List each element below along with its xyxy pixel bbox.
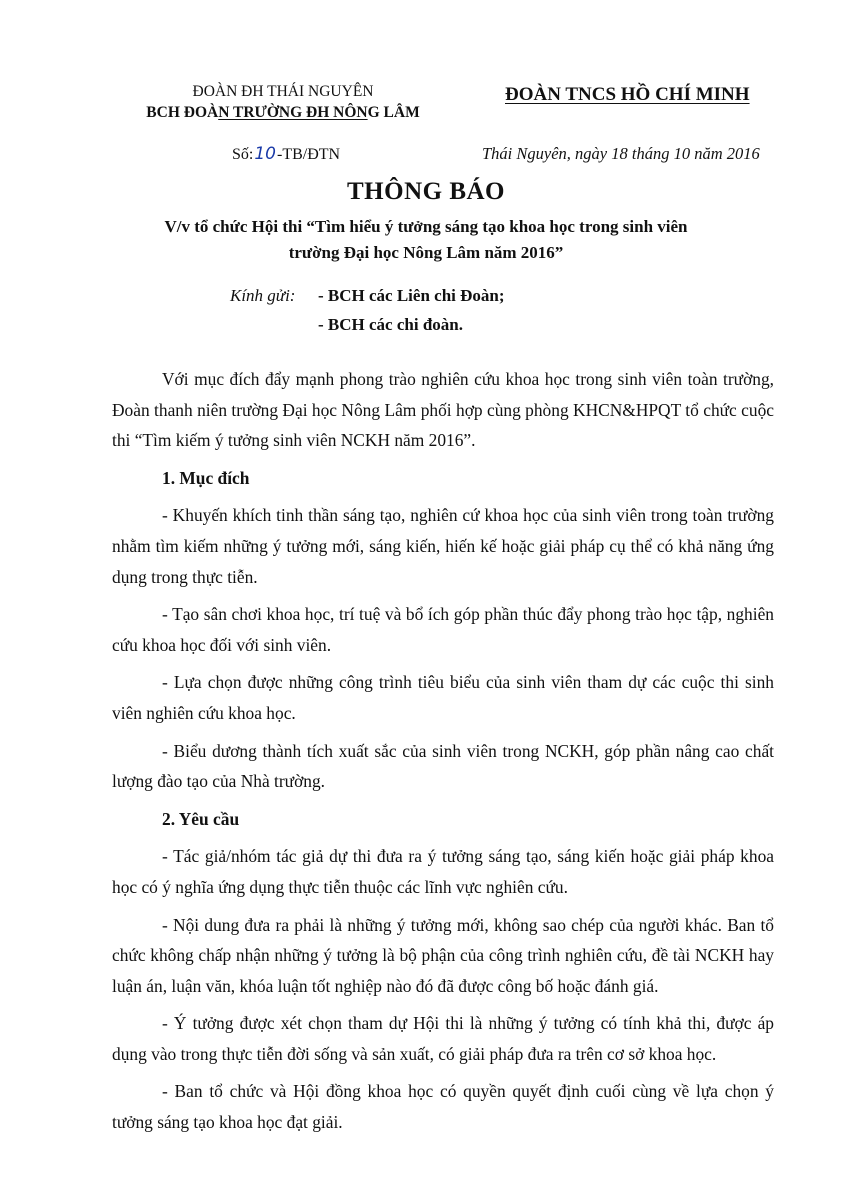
body-paragraph: - Tác giả/nhóm tác giả dự thi đưa ra ý tưởng sáng tạo, sáng kiến hoặc giải pháp khoa học có ý nghĩa ứng dụng thực tiễn thuộc các lĩnh vực nghiên cứu.: [112, 846, 774, 897]
doc-number-suffix: -TB/ĐTN: [276, 146, 341, 163]
doc-number-prefix: Số:: [232, 146, 254, 163]
body-paragraph: - Tạo sân chơi khoa học, trí tuệ và bổ ích góp phần thúc đẩy phong trào học tập, nghiên cứu khoa học đối với sinh viên.: [112, 604, 774, 655]
parent-organization: ĐOÀN ĐH THÁI NGUYÊN: [192, 83, 374, 100]
body-paragraph: - Ý tưởng được xét chọn tham dự Hội thi là những ý tưởng có tính khả thi, được áp dụng vào trong thực tiễn đời sống và sản xuất, có giải pháp đưa ra trên cơ sở khoa học.: [112, 1013, 774, 1064]
recipient-item: - BCH các chi đoàn.: [318, 315, 463, 334]
document-body: [112, 364, 774, 1138]
intro-paragraph: Với mục đích đẩy mạnh phong trào nghiên cứu khoa học trong sinh viên toàn trường, Đoàn thanh niên trường Đại học Nông Lâm phối hợp cùng phòng KHCN&HPQT tổ chức cuộc thi “Tìm kiếm ý tưởng sinh viên NCKH năm 2016”.: [112, 369, 774, 451]
issuing-unit: [118, 102, 448, 124]
document-subject: [80, 214, 772, 266]
subject-line: trường Đại học Nông Lâm năm 2016”: [288, 243, 564, 262]
recipient-item: - BCH các Liên chi Đoàn;: [318, 286, 505, 305]
document-number: [232, 144, 340, 164]
recipients-label: Kính gửi:: [230, 286, 296, 305]
body-paragraph: - Nội dung đưa ra phải là những ý tưởng mới, không sao chép của người khác. Ban tổ chức không chấp nhận những ý tưởng là bộ phận của công trình nghiên cứu, đề tài NCKH hay luận án, luận văn, khóa luận tốt nghiệp nào đó đã được công bố hoặc đánh giá.: [112, 914, 774, 996]
section-heading: 1. Mục đích: [162, 467, 250, 488]
issuing-unit-part: G LÂM: [367, 104, 420, 121]
issuing-unit-underlined: N TRƯỜNG ĐH NÔN: [218, 104, 368, 121]
place-date: Thái Nguyên, ngày 18 tháng 10 năm 2016: [482, 144, 760, 163]
union-name: ĐOÀN TNCS HỒ CHÍ MINH: [505, 84, 750, 105]
issuing-unit-part: BCH ĐOÀ: [146, 104, 219, 121]
body-paragraph: - Ban tổ chức và Hội đồng khoa học có quyền quyết định cuối cùng về lựa chọn ý tưởng sáng tạo khoa học đạt giải.: [112, 1081, 774, 1133]
section-heading: 2. Yêu cầu: [162, 808, 240, 829]
subject-line: V/v tổ chức Hội thi “Tìm hiểu ý tưởng sáng tạo khoa học trong sinh viên: [164, 217, 688, 236]
body-paragraph: - Khuyến khích tinh thần sáng tạo, nghiên cứ khoa học của sinh viên trong toàn trường nhằm tìm kiếm những ý tưởng mới, sáng kiến, hiến kế hoặc giải pháp cụ thể có khả năng ứng dụng trong thực tiễn.: [112, 505, 774, 587]
document-title: THÔNG BÁO: [347, 178, 505, 205]
union-header: [505, 84, 750, 106]
body-paragraph: - Biểu dương thành tích xuất sắc của sinh viên trong NCKH, góp phần nâng cao chất lượng đào tạo của Nhà trường.: [112, 740, 774, 792]
handwritten-number: 10: [254, 144, 276, 164]
body-paragraph: - Lựa chọn được những công trình tiêu biểu của sinh viên tham dự các cuộc thi sinh viên nghiên cứu khoa học.: [112, 672, 774, 723]
issuing-organization: [118, 82, 448, 124]
